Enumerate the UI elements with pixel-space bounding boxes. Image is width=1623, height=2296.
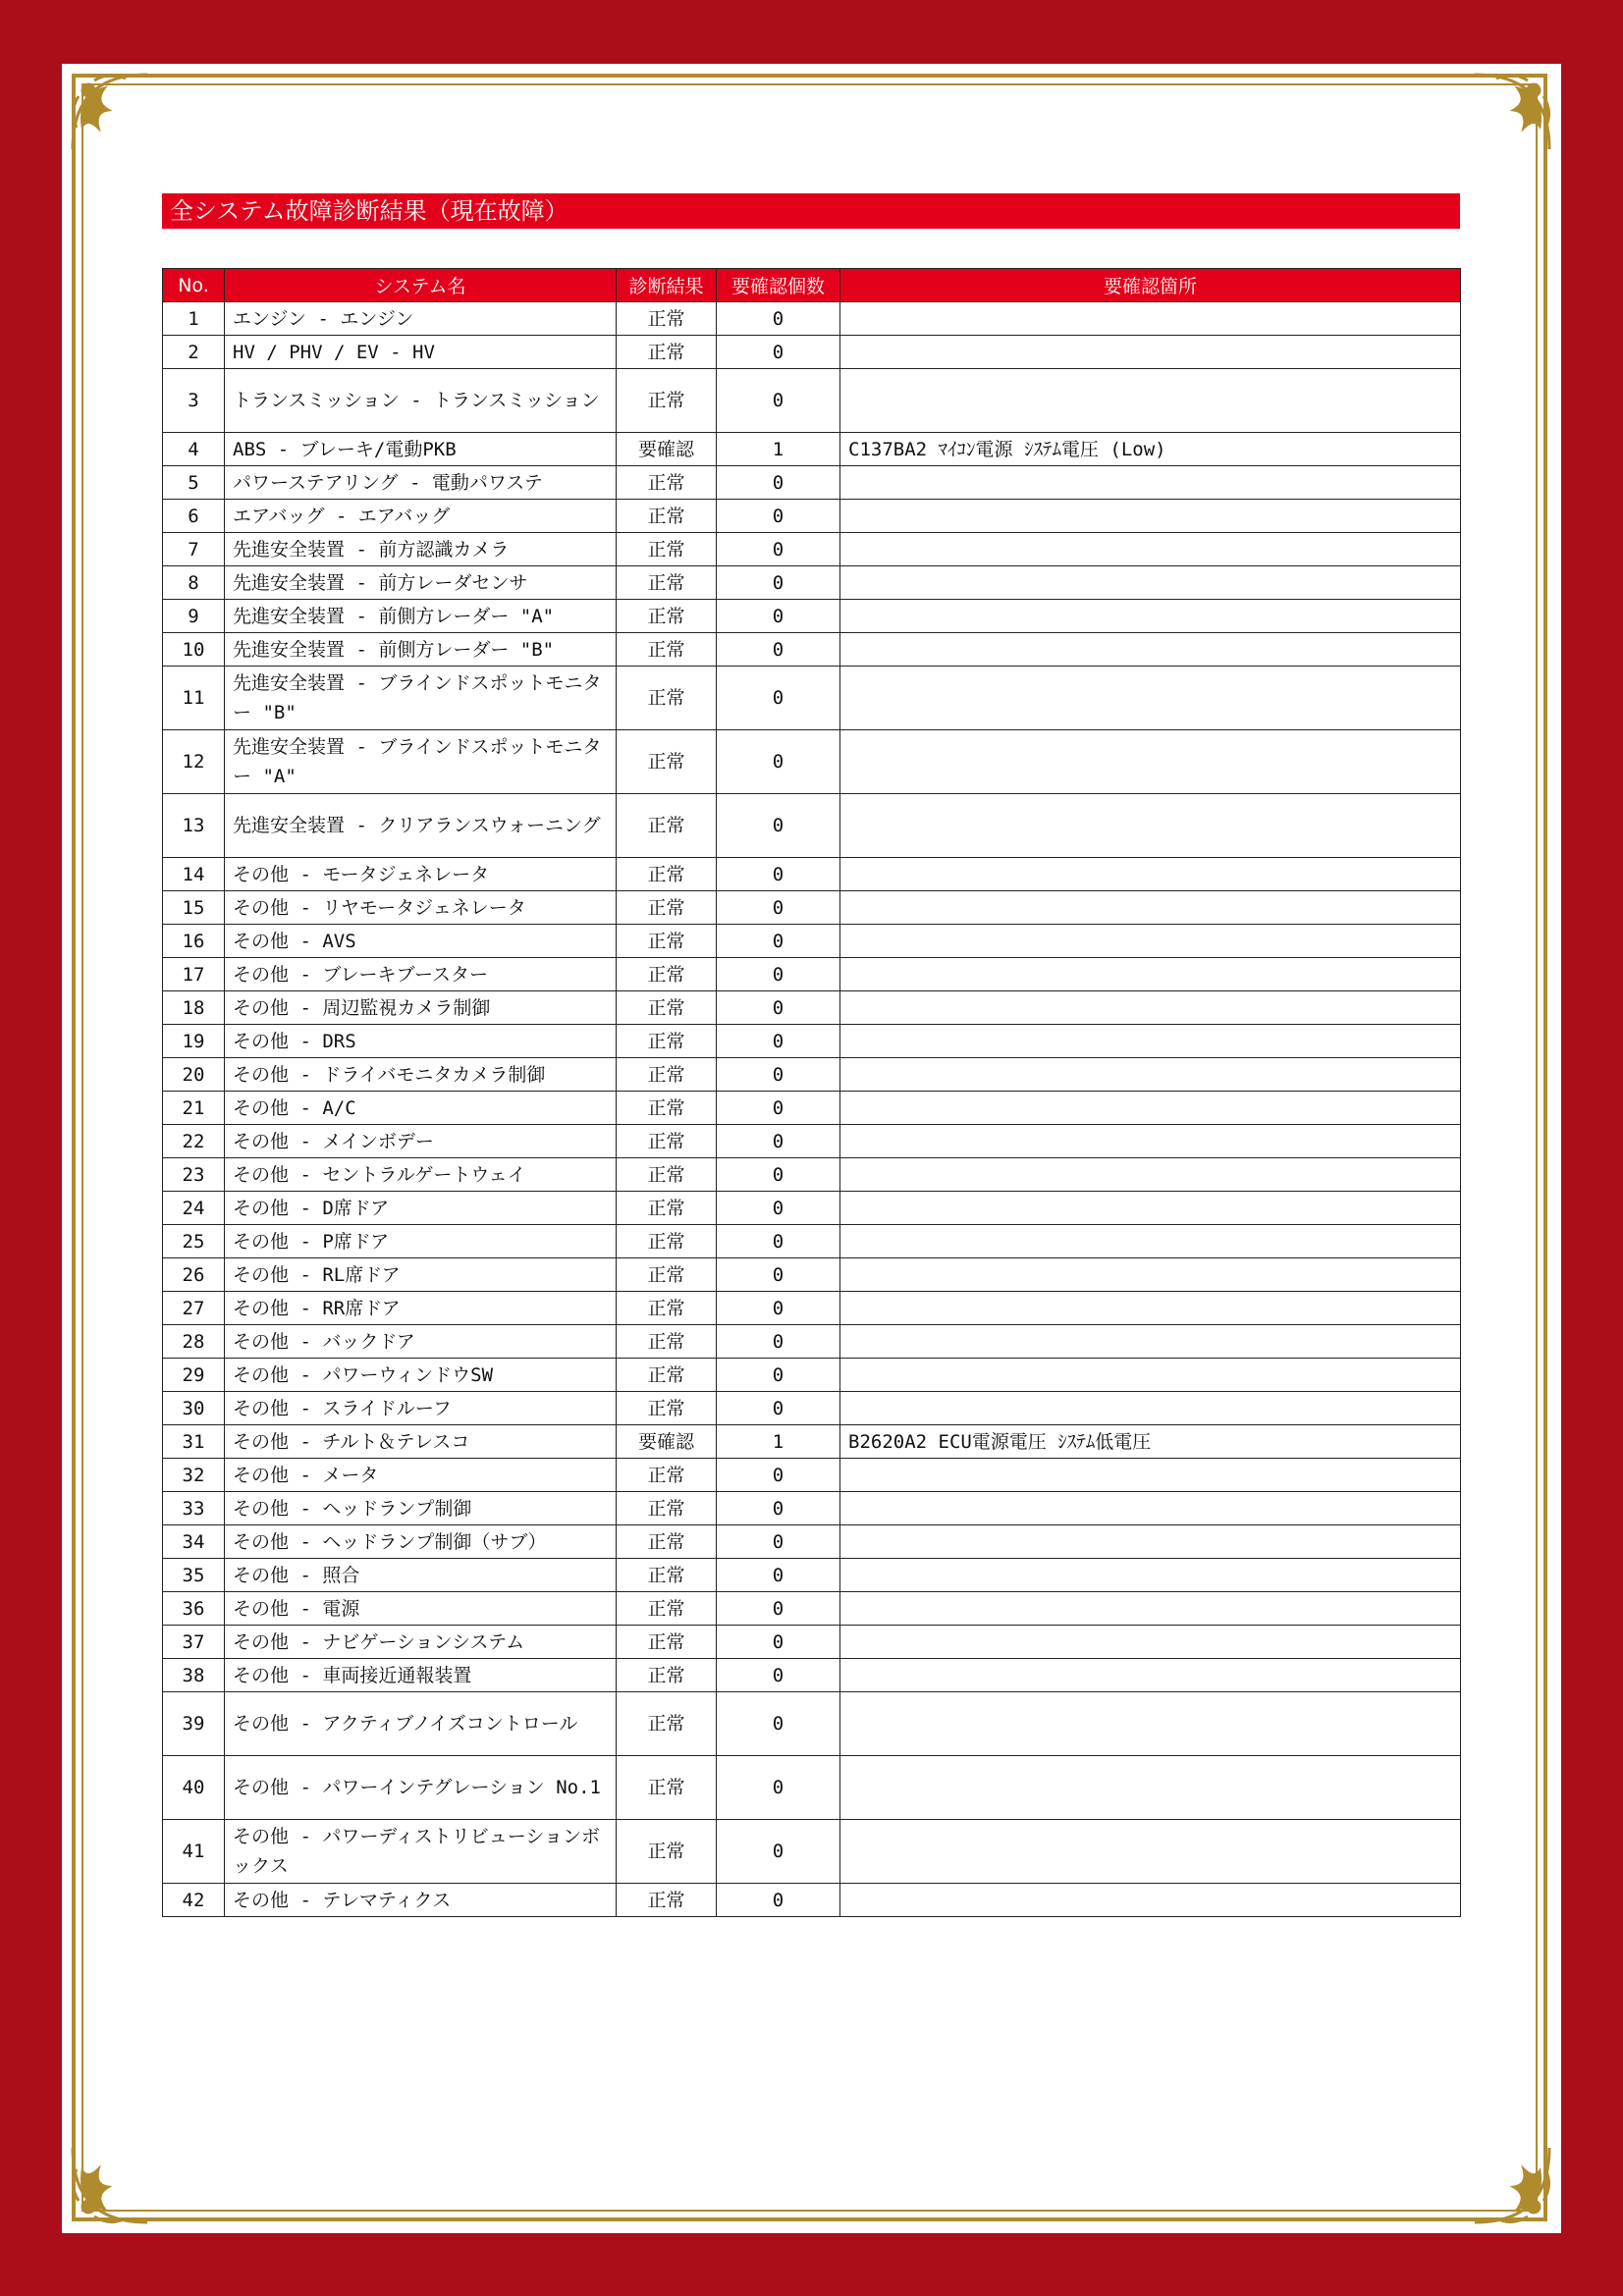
- cell-count: 0: [717, 730, 840, 794]
- cell-system-name: 先進安全装置 - ブラインドスポットモニター "A": [225, 730, 617, 794]
- cell-location: [840, 730, 1461, 794]
- table-row: [163, 1225, 1461, 1258]
- table-row: [163, 1425, 1461, 1459]
- cell-location: [840, 1258, 1461, 1292]
- cell-result: 正常: [617, 1626, 717, 1659]
- cell-location: [840, 667, 1461, 730]
- cell-location: [840, 1292, 1461, 1325]
- cell-system-name: その他 - アクティブノイズコントロール: [225, 1692, 617, 1756]
- cell-system-name: その他 - チルト＆テレスコ: [225, 1425, 617, 1459]
- cell-location: [840, 858, 1461, 891]
- column-header-system: システム名: [225, 269, 617, 302]
- cell-location: [840, 1884, 1461, 1917]
- cell-count: 0: [717, 1884, 840, 1917]
- cell-result: 正常: [617, 1592, 717, 1626]
- cell-result: 正常: [617, 858, 717, 891]
- cell-no: 9: [163, 600, 225, 633]
- cell-location: [840, 1692, 1461, 1756]
- cell-system-name: その他 - RR席ドア: [225, 1292, 617, 1325]
- cell-no: 38: [163, 1659, 225, 1692]
- table-row: [163, 1626, 1461, 1659]
- cell-no: 31: [163, 1425, 225, 1459]
- cell-no: 34: [163, 1525, 225, 1559]
- cell-location: [840, 1359, 1461, 1392]
- cell-count: 0: [717, 1459, 840, 1492]
- cell-system-name: その他 - リヤモータジェネレータ: [225, 891, 617, 925]
- cell-location: [840, 1756, 1461, 1820]
- cell-count: 0: [717, 1525, 840, 1559]
- cell-location: [840, 1525, 1461, 1559]
- table-row: [163, 533, 1461, 566]
- column-header-no: No.: [163, 269, 225, 302]
- cell-count: 0: [717, 1392, 840, 1425]
- cell-result: 正常: [617, 1525, 717, 1559]
- corner-ornament-icon: [1467, 2140, 1557, 2230]
- table-row: [163, 1125, 1461, 1158]
- cell-system-name: トランスミッション - トランスミッション: [225, 369, 617, 433]
- cell-count: 0: [717, 1492, 840, 1525]
- cell-no: 40: [163, 1756, 225, 1820]
- cell-no: 36: [163, 1592, 225, 1626]
- cell-result: 要確認: [617, 1425, 717, 1459]
- cell-location: [840, 925, 1461, 958]
- cell-system-name: その他 - ドライバモニタカメラ制御: [225, 1058, 617, 1092]
- cell-system-name: 先進安全装置 - ブラインドスポットモニター "B": [225, 667, 617, 730]
- cell-no: 6: [163, 500, 225, 533]
- cell-location: [840, 500, 1461, 533]
- cell-result: 正常: [617, 1359, 717, 1392]
- cell-count: 0: [717, 302, 840, 336]
- cell-count: 0: [717, 1092, 840, 1125]
- cell-location: [840, 1459, 1461, 1492]
- table-row: [163, 566, 1461, 600]
- cell-no: 18: [163, 991, 225, 1025]
- cell-result: 正常: [617, 958, 717, 991]
- cell-system-name: エンジン - エンジン: [225, 302, 617, 336]
- cell-system-name: その他 - 照合: [225, 1559, 617, 1592]
- cell-count: 0: [717, 1820, 840, 1884]
- cell-location: [840, 1820, 1461, 1884]
- cell-no: 12: [163, 730, 225, 794]
- cell-no: 39: [163, 1692, 225, 1756]
- cell-location: B2620A2 ECU電源電圧 ｼｽﾃﾑ低電圧: [840, 1425, 1461, 1459]
- cell-count: 0: [717, 794, 840, 858]
- cell-result: 正常: [617, 1292, 717, 1325]
- cell-system-name: その他 - 電源: [225, 1592, 617, 1626]
- cell-no: 33: [163, 1492, 225, 1525]
- cell-count: 0: [717, 1292, 840, 1325]
- cell-count: 0: [717, 1756, 840, 1820]
- cell-result: 正常: [617, 730, 717, 794]
- cell-location: [840, 891, 1461, 925]
- cell-system-name: HV / PHV / EV - HV: [225, 336, 617, 369]
- cell-system-name: 先進安全装置 - クリアランスウォーニング: [225, 794, 617, 858]
- cell-result: 正常: [617, 1820, 717, 1884]
- cell-location: [840, 1559, 1461, 1592]
- cell-count: 0: [717, 858, 840, 891]
- cell-result: 正常: [617, 1025, 717, 1058]
- cell-no: 28: [163, 1325, 225, 1359]
- cell-no: 25: [163, 1225, 225, 1258]
- cell-location: C137BA2 ﾏｲｺﾝ電源 ｼｽﾃﾑ電圧 (Low): [840, 433, 1461, 466]
- cell-system-name: 先進安全装置 - 前側方レーダー "B": [225, 633, 617, 667]
- cell-result: 正常: [617, 1092, 717, 1125]
- table-row: [163, 958, 1461, 991]
- cell-count: 0: [717, 633, 840, 667]
- cell-location: [840, 1659, 1461, 1692]
- cell-result: 正常: [617, 1125, 717, 1158]
- cell-result: 正常: [617, 1492, 717, 1525]
- cell-result: 正常: [617, 466, 717, 500]
- cell-result: 正常: [617, 1192, 717, 1225]
- column-header-count: 要確認個数: [717, 269, 840, 302]
- cell-system-name: その他 - モータジェネレータ: [225, 858, 617, 891]
- cell-count: 0: [717, 1559, 840, 1592]
- cell-system-name: その他 - スライドルーフ: [225, 1392, 617, 1425]
- table-row: [163, 500, 1461, 533]
- cell-result: 正常: [617, 302, 717, 336]
- cell-count: 0: [717, 958, 840, 991]
- table-row: [163, 667, 1461, 730]
- cell-no: 29: [163, 1359, 225, 1392]
- table-row: [163, 794, 1461, 858]
- cell-result: 正常: [617, 991, 717, 1025]
- cell-count: 0: [717, 1659, 840, 1692]
- table-row: [163, 1258, 1461, 1292]
- cell-result: 正常: [617, 500, 717, 533]
- cell-result: 正常: [617, 794, 717, 858]
- cell-no: 42: [163, 1884, 225, 1917]
- cell-count: 0: [717, 1359, 840, 1392]
- page-title: 全システム故障診断結果（現在故障）: [162, 193, 1460, 229]
- cell-system-name: 先進安全装置 - 前方レーダセンサ: [225, 566, 617, 600]
- table-row: [163, 1292, 1461, 1325]
- diagnosis-table: [162, 268, 1461, 1917]
- cell-count: 0: [717, 891, 840, 925]
- table-row: [163, 466, 1461, 500]
- table-row: [163, 1359, 1461, 1392]
- cell-result: 正常: [617, 891, 717, 925]
- cell-location: [840, 1325, 1461, 1359]
- cell-count: 0: [717, 1125, 840, 1158]
- cell-no: 8: [163, 566, 225, 600]
- cell-count: 0: [717, 1258, 840, 1292]
- cell-system-name: その他 - バックドア: [225, 1325, 617, 1359]
- cell-location: [840, 794, 1461, 858]
- table-row: [163, 336, 1461, 369]
- cell-no: 13: [163, 794, 225, 858]
- cell-location: [840, 958, 1461, 991]
- cell-count: 0: [717, 667, 840, 730]
- cell-system-name: その他 - パワーウィンドウSW: [225, 1359, 617, 1392]
- cell-location: [840, 1626, 1461, 1659]
- cell-location: [840, 600, 1461, 633]
- cell-system-name: ABS - ブレーキ/電動PKB: [225, 433, 617, 466]
- table-row: [163, 991, 1461, 1025]
- cell-system-name: その他 - セントラルゲートウェイ: [225, 1158, 617, 1192]
- cell-no: 4: [163, 433, 225, 466]
- cell-count: 0: [717, 1692, 840, 1756]
- table-row: [163, 302, 1461, 336]
- cell-count: 1: [717, 433, 840, 466]
- cell-count: 0: [717, 533, 840, 566]
- cell-result: 正常: [617, 1559, 717, 1592]
- cell-result: 正常: [617, 1884, 717, 1917]
- cell-location: [840, 1058, 1461, 1092]
- cell-result: 正常: [617, 533, 717, 566]
- cell-system-name: その他 - AVS: [225, 925, 617, 958]
- cell-result: 正常: [617, 1058, 717, 1092]
- cell-result: 要確認: [617, 433, 717, 466]
- table-row: [163, 1192, 1461, 1225]
- cell-system-name: その他 - パワーディストリビューションボックス: [225, 1820, 617, 1884]
- cell-system-name: その他 - D席ドア: [225, 1192, 617, 1225]
- cell-system-name: その他 - メータ: [225, 1459, 617, 1492]
- cell-system-name: その他 - P席ドア: [225, 1225, 617, 1258]
- cell-no: 15: [163, 891, 225, 925]
- table-row: [163, 369, 1461, 433]
- cell-result: 正常: [617, 633, 717, 667]
- cell-count: 0: [717, 1592, 840, 1626]
- cell-count: 0: [717, 925, 840, 958]
- cell-no: 26: [163, 1258, 225, 1292]
- corner-ornament-icon: [65, 67, 155, 157]
- cell-location: [840, 1125, 1461, 1158]
- cell-count: 0: [717, 369, 840, 433]
- table-row: [163, 1492, 1461, 1525]
- cell-no: 27: [163, 1292, 225, 1325]
- cell-count: 0: [717, 566, 840, 600]
- cell-no: 1: [163, 302, 225, 336]
- cell-no: 41: [163, 1820, 225, 1884]
- cell-location: [840, 1092, 1461, 1125]
- cell-count: 0: [717, 1158, 840, 1192]
- cell-location: [840, 302, 1461, 336]
- table-row: [163, 1525, 1461, 1559]
- cell-no: 21: [163, 1092, 225, 1125]
- cell-system-name: その他 - ヘッドランプ制御: [225, 1492, 617, 1525]
- table-row: [163, 1592, 1461, 1626]
- cell-result: 正常: [617, 1392, 717, 1425]
- cell-result: 正常: [617, 1158, 717, 1192]
- cell-no: 16: [163, 925, 225, 958]
- table-row: [163, 730, 1461, 794]
- cell-result: 正常: [617, 1258, 717, 1292]
- table-row: [163, 1820, 1461, 1884]
- cell-system-name: 先進安全装置 - 前方認識カメラ: [225, 533, 617, 566]
- cell-count: 0: [717, 1225, 840, 1258]
- cell-location: [840, 1392, 1461, 1425]
- cell-location: [840, 1025, 1461, 1058]
- cell-location: [840, 533, 1461, 566]
- cell-no: 30: [163, 1392, 225, 1425]
- cell-no: 2: [163, 336, 225, 369]
- cell-no: 37: [163, 1626, 225, 1659]
- cell-system-name: その他 - メインボデー: [225, 1125, 617, 1158]
- cell-result: 正常: [617, 600, 717, 633]
- cell-no: 22: [163, 1125, 225, 1158]
- cell-count: 0: [717, 1325, 840, 1359]
- cell-no: 32: [163, 1459, 225, 1492]
- column-header-result: 診断結果: [617, 269, 717, 302]
- cell-result: 正常: [617, 336, 717, 369]
- cell-count: 0: [717, 1626, 840, 1659]
- cell-count: 0: [717, 600, 840, 633]
- table-row: [163, 1158, 1461, 1192]
- table-row: [163, 1659, 1461, 1692]
- table-row: [163, 1025, 1461, 1058]
- cell-no: 23: [163, 1158, 225, 1192]
- cell-result: 正常: [617, 667, 717, 730]
- cell-result: 正常: [617, 369, 717, 433]
- cell-result: 正常: [617, 1325, 717, 1359]
- corner-ornament-icon: [65, 2140, 155, 2230]
- cell-no: 3: [163, 369, 225, 433]
- cell-no: 35: [163, 1559, 225, 1592]
- cell-count: 0: [717, 336, 840, 369]
- cell-no: 19: [163, 1025, 225, 1058]
- table-row: [163, 1692, 1461, 1756]
- cell-location: [840, 1492, 1461, 1525]
- cell-no: 7: [163, 533, 225, 566]
- cell-location: [840, 633, 1461, 667]
- table-row: [163, 633, 1461, 667]
- table-row: [163, 1756, 1461, 1820]
- cell-result: 正常: [617, 1225, 717, 1258]
- table-row: [163, 1392, 1461, 1425]
- cell-system-name: エアバッグ - エアバッグ: [225, 500, 617, 533]
- cell-location: [840, 566, 1461, 600]
- cell-system-name: その他 - パワーインテグレーション No.1: [225, 1756, 617, 1820]
- cell-no: 24: [163, 1192, 225, 1225]
- cell-no: 5: [163, 466, 225, 500]
- cell-location: [840, 369, 1461, 433]
- cell-no: 14: [163, 858, 225, 891]
- cell-no: 20: [163, 1058, 225, 1092]
- cell-system-name: その他 - A/C: [225, 1092, 617, 1125]
- table-row: [163, 433, 1461, 466]
- cell-count: 0: [717, 991, 840, 1025]
- cell-no: 17: [163, 958, 225, 991]
- cell-system-name: パワーステアリング - 電動パワステ: [225, 466, 617, 500]
- cell-system-name: その他 - ヘッドランプ制御（サブ）: [225, 1525, 617, 1559]
- cell-result: 正常: [617, 566, 717, 600]
- cell-count: 0: [717, 1058, 840, 1092]
- table-row: [163, 1884, 1461, 1917]
- cell-system-name: その他 - ナビゲーションシステム: [225, 1626, 617, 1659]
- cell-location: [840, 466, 1461, 500]
- cell-location: [840, 1158, 1461, 1192]
- cell-count: 0: [717, 466, 840, 500]
- cell-count: 1: [717, 1425, 840, 1459]
- table-row: [163, 1058, 1461, 1092]
- cell-result: 正常: [617, 1692, 717, 1756]
- cell-system-name: その他 - テレマティクス: [225, 1884, 617, 1917]
- cell-no: 11: [163, 667, 225, 730]
- cell-result: 正常: [617, 925, 717, 958]
- cell-system-name: その他 - DRS: [225, 1025, 617, 1058]
- table-row: [163, 891, 1461, 925]
- table-row: [163, 925, 1461, 958]
- cell-location: [840, 336, 1461, 369]
- cell-location: [840, 1225, 1461, 1258]
- cell-no: 10: [163, 633, 225, 667]
- column-header-location: 要確認箇所: [840, 269, 1461, 302]
- cell-result: 正常: [617, 1459, 717, 1492]
- table-row: [163, 1092, 1461, 1125]
- cell-count: 0: [717, 1025, 840, 1058]
- cell-result: 正常: [617, 1756, 717, 1820]
- table-row: [163, 1325, 1461, 1359]
- cell-result: 正常: [617, 1659, 717, 1692]
- cell-system-name: その他 - ブレーキブースター: [225, 958, 617, 991]
- cell-system-name: その他 - RL席ドア: [225, 1258, 617, 1292]
- cell-location: [840, 991, 1461, 1025]
- table-row: [163, 600, 1461, 633]
- cell-location: [840, 1192, 1461, 1225]
- cell-system-name: その他 - 車両接近通報装置: [225, 1659, 617, 1692]
- cell-count: 0: [717, 500, 840, 533]
- table-row: [163, 1559, 1461, 1592]
- cell-location: [840, 1592, 1461, 1626]
- table-row: [163, 858, 1461, 891]
- table-header-row: [163, 269, 1461, 302]
- table-row: [163, 1459, 1461, 1492]
- cell-system-name: その他 - 周辺監視カメラ制御: [225, 991, 617, 1025]
- corner-ornament-icon: [1467, 67, 1557, 157]
- cell-count: 0: [717, 1192, 840, 1225]
- table-body: [163, 302, 1461, 1917]
- cell-system-name: 先進安全装置 - 前側方レーダー "A": [225, 600, 617, 633]
